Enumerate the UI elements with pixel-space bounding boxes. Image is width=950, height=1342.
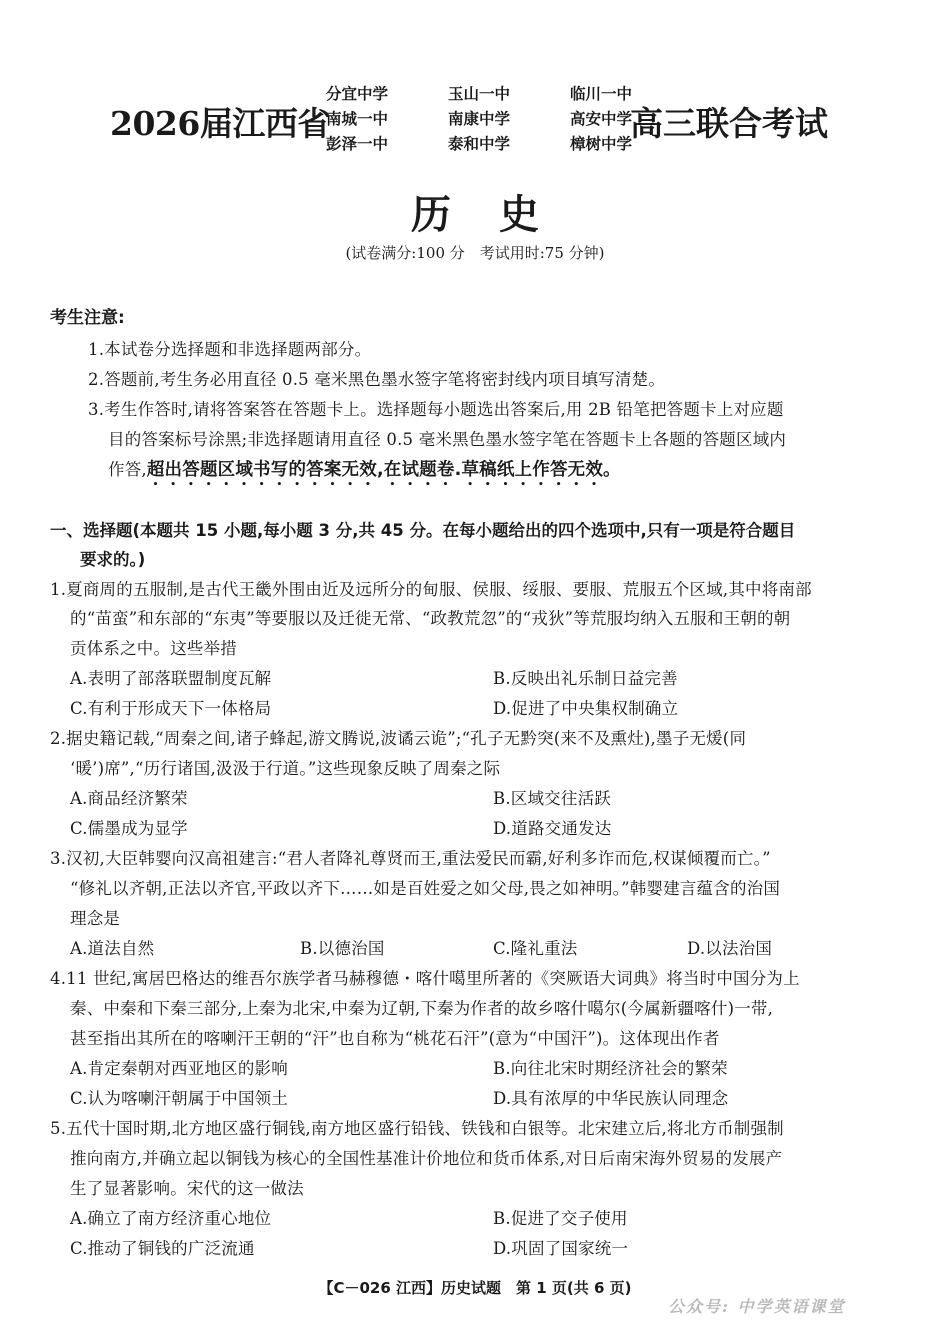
option-b: B.促进了交子使用 [493,1209,628,1228]
option-d: D.促进了中央集权制确立 [493,699,679,718]
option-d: D.具有浓厚的中华民族认同理念 [493,1089,729,1108]
school-row [326,82,632,107]
page-footer: 【C－026 江西】历史试题 第 1 页(共 6 页) [318,1279,632,1297]
notice-item: 1.本试卷分选择题和非选择题两部分。 [88,340,372,359]
question-stem: ‘暖’)席”,“历行诸国,汲汲于行道。”这些现象反映了周秦之际 [70,759,501,778]
option-b: B.向往北宋时期经济社会的繁荣 [493,1059,728,1078]
question-stem: 4.11 世纪,寓居巴格达的维吾尔族学者马赫穆德・喀什噶里所著的《突厥语大词典》将当时中国分为上 [50,969,800,988]
school-list [326,82,632,157]
school-name: 彭泽一中 [326,135,389,153]
question-stem: 甚至指出其所在的喀喇汗王朝的“汗”也自称为“桃花石汗”(意为“中国汗”)。这体现出作者 [70,1029,720,1048]
subject-title: 历史 [411,191,587,238]
option-a: A.表明了部落联盟制度瓦解 [70,669,272,688]
option-c: C.推动了铜钱的广泛流通 [70,1239,255,1258]
school-name: 南康中学 [447,110,510,128]
option-a: A.道法自然 [70,939,155,958]
school-name: 高安中学 [569,110,632,128]
watermark: 公众号: 中学英语课堂 [668,1297,846,1316]
option-d: D.道路交通发达 [493,819,612,838]
exam-title-name: 高三联合考试 [630,104,828,143]
option-a: A.确立了南方经济重心地位 [70,1209,272,1228]
exam-title-prefix: 2026届江西省 [110,104,330,143]
notice-item: 2.答题前,考生务必用直径 0.5 毫米黑色墨水签字笔将密封线内项目填写清楚。 [88,370,666,389]
notice-item-cont: 目的答案标号涂黑;非选择题请用直径 0.5 毫米黑色墨水签字笔在答题卡上各题的答题区域内 [108,430,787,449]
question-stem: 秦、中秦和下秦三部分,上秦为北宋,中秦为辽朝,下秦为作者的故乡喀什噶尔(今属新疆喀什)一带, [70,999,774,1018]
school-name: 分宜中学 [326,85,389,103]
school-name: 临川一中 [569,85,632,103]
school-name: 玉山一中 [447,85,510,103]
option-b: B.反映出礼乐制日益完善 [493,669,678,688]
question-stem: 的“苗蛮”和东部的“东夷”等要服以及迁徙无常、“政教荒忽”的“戎狄”等荒服均纳入五服和王朝的朝 [70,609,791,628]
school-name: 南城一中 [326,110,389,128]
question-stem: 5.五代十国时期,北方地区盛行铜钱,南方地区盛行铅钱、铁钱和白银等。北宋建立后,将北方币制强制 [50,1119,784,1138]
option-b: B.以德治国 [300,939,385,958]
option-a: A.肯定秦朝对西亚地区的影响 [70,1059,288,1078]
option-c: C.认为喀喇汗朝属于中国领土 [70,1089,289,1108]
option-c: C.有利于形成天下一体格局 [70,699,272,718]
option-c: C.隆礼重法 [493,939,578,958]
school-row [326,107,632,132]
question-stem: “修礼以齐朝,正法以齐官,平政以齐下……如是百姓爱之如父母,畏之如神明。”韩婴建言蕴含的治国 [70,879,781,898]
section-heading: 一、选择题(本题共 15 小题,每小题 3 分,共 45 分。在每小题给出的四个选项中,只有一项是符合题目 [50,521,796,540]
notice-text: 作答, [108,460,147,479]
option-a: A.商品经济繁荣 [70,789,188,808]
question-stem: 1.夏商周的五服制,是古代王畿外围由近及远所分的甸服、侯服、绥服、要服、荒服五个区域,其中将南部 [50,580,812,599]
option-d: D.巩固了国家统一 [493,1239,629,1258]
notice-item: 3.考生作答时,请将答案答在答题卡上。选择题每小题选出答案后,用 2B 铅笔把答题卡上对应题 [88,400,784,419]
question-stem: 理念是 [70,909,121,928]
question-stem: 生了显著影响。宋代的这一做法 [70,1179,304,1198]
option-d: D.以法治国 [687,939,773,958]
question-stem: 贡体系之中。这些举措 [70,639,237,658]
school-row [326,132,632,157]
section-heading-cont: 要求的。) [80,550,146,569]
exam-meta: (试卷满分:100 分 考试用时:75 分钟) [345,244,605,262]
notice-heading: 考生注意: [50,308,125,328]
option-b: B.区域交往活跃 [493,789,611,808]
notice-item-cont [108,456,621,490]
school-name: 樟树中学 [569,135,632,153]
option-c: C.儒墨成为显学 [70,819,188,838]
question-stem: 3.汉初,大臣韩婴向汉高祖建言:“君人者降礼尊贤而王,重法爱民而霸,好利多诈而危,权谋倾覆而亡。” [50,849,771,868]
question-stem: 推向南方,并确立起以铜钱为核心的全国性基准计价地位和货币体系,对日后南宋海外贸易的发展产 [70,1149,783,1168]
school-name: 泰和中学 [447,135,510,153]
question-stem: 2.据史籍记载,“周秦之间,诸子蜂起,游文腾说,波谲云诡”;“孔子无黔突(来不及熏灶),墨子无煖(同 [50,729,747,748]
notice-emphasis: 超出答题区域书写的答案无效,在试题卷.草稿纸上作答无效。 [146,460,621,480]
